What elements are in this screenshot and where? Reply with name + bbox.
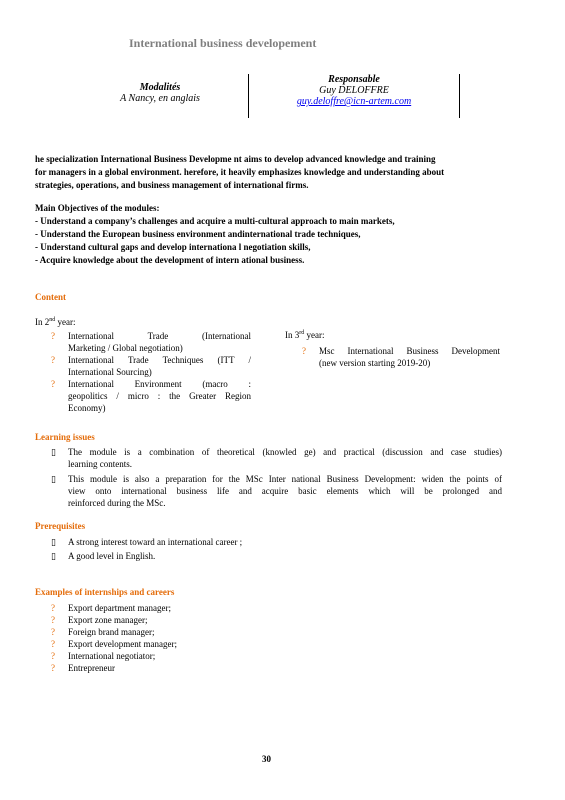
bullet-icon: ▯ [51,551,56,561]
bullet-icon: ▯ [51,474,56,484]
list-item: ? Export development manager; [51,639,177,649]
bullet-icon: ? [302,346,306,356]
bullet-icon: ▯ [51,537,56,547]
objective-item: - Understand a company’s challenges and acquire a multi-cultural approach to main markets, [35,216,395,226]
list-item: ? Msc International Business Development (new version starting 2019-20) [302,346,500,368]
objective-item: - Understand the European business environment andinternational trade techniques, [35,229,361,239]
careers-heading: Examples of internships and careers [35,587,175,597]
objective-item: - Understand cultural gaps and develop internationa l negotiation skills, [35,242,311,252]
bullet-icon: ? [51,615,55,625]
list-item: ? Foreign brand manager; [51,627,155,637]
bullet-icon: ? [51,663,55,673]
list-item: ? Entrepreneur [51,663,115,673]
list-item: ? International Environment (macro : geopolitics / micro : the Greater Region Economy) [51,379,251,413]
list-item: ▯ The module is a combination of theoretical (knowled ge) and practical (discussion and case studies) learning contents. [51,447,502,469]
table-border-right [459,74,460,118]
responsable-name: Guy DELOFFRE [319,85,389,96]
intro-line: he specialization International Business Developme nt aims to develop advanced knowledge and training [35,154,436,164]
objectives-heading: Main Objectives of the modules: [35,203,160,213]
list-item: ▯ A good level in English. [51,551,156,561]
modalites-label: Modalités [139,82,181,93]
year2-label: In 2nd year: [35,317,76,327]
bullet-icon: ▯ [51,447,56,457]
bullet-icon: ? [51,379,55,389]
careers-list [38,602,502,674]
bullet-icon: ? [51,355,55,365]
bullet-icon: ? [51,627,55,637]
learning-heading: Learning issues [35,432,95,442]
content-heading: Content [35,292,66,302]
modalites-value: A Nancy, en anglais [120,93,200,104]
intro-paragraph [35,153,505,192]
list-item: ▯ This module is also a preparation for the MSc Inter national Business Development: widen the points of view onto international business life and acquire basic elements which will be prolonged and reinforced during the MSc. [51,474,502,508]
responsable-cell [250,74,458,107]
bullet-icon: ? [51,603,55,613]
year3-list [289,345,500,369]
responsable-label: Responsable [328,74,380,85]
list-item: ? Export department manager; [51,603,171,613]
objectives-block [35,202,505,267]
intro-line: strategies, operations, and business management of international firms. [35,180,309,190]
year3-label: In 3rd year: [285,330,325,340]
list-item: ? International Trade (International Marketing / Global negotiation) [51,331,251,353]
prerequisites-list [38,536,502,562]
learning-list [38,446,502,509]
modalites-cell [72,82,248,104]
objective-item: - Acquire knowledge about the development of intern ational business. [35,255,305,265]
intro-line: for managers in a global environment. herefore, it heavily emphasizes knowledge and understanding about [35,167,445,177]
bullet-icon: ? [51,639,55,649]
prerequisites-heading: Prerequisites [35,521,86,531]
page-number: 30 [262,754,271,764]
list-item: ? International Trade Techniques (ITT / International Sourcing) [51,355,251,377]
info-table [72,74,460,118]
list-item: ? Export zone manager; [51,615,148,625]
table-divider [248,74,249,118]
bullet-icon: ? [51,651,55,661]
list-item: ? International negotiator; [51,651,156,661]
bullet-icon: ? [51,331,55,341]
list-item: ▯ A strong interest toward an international career ; [51,537,243,547]
year2-list [38,330,251,414]
page-title: International business developement [129,36,317,50]
responsable-email-link[interactable]: guy.deloffre@icn-artem.com [296,96,412,107]
